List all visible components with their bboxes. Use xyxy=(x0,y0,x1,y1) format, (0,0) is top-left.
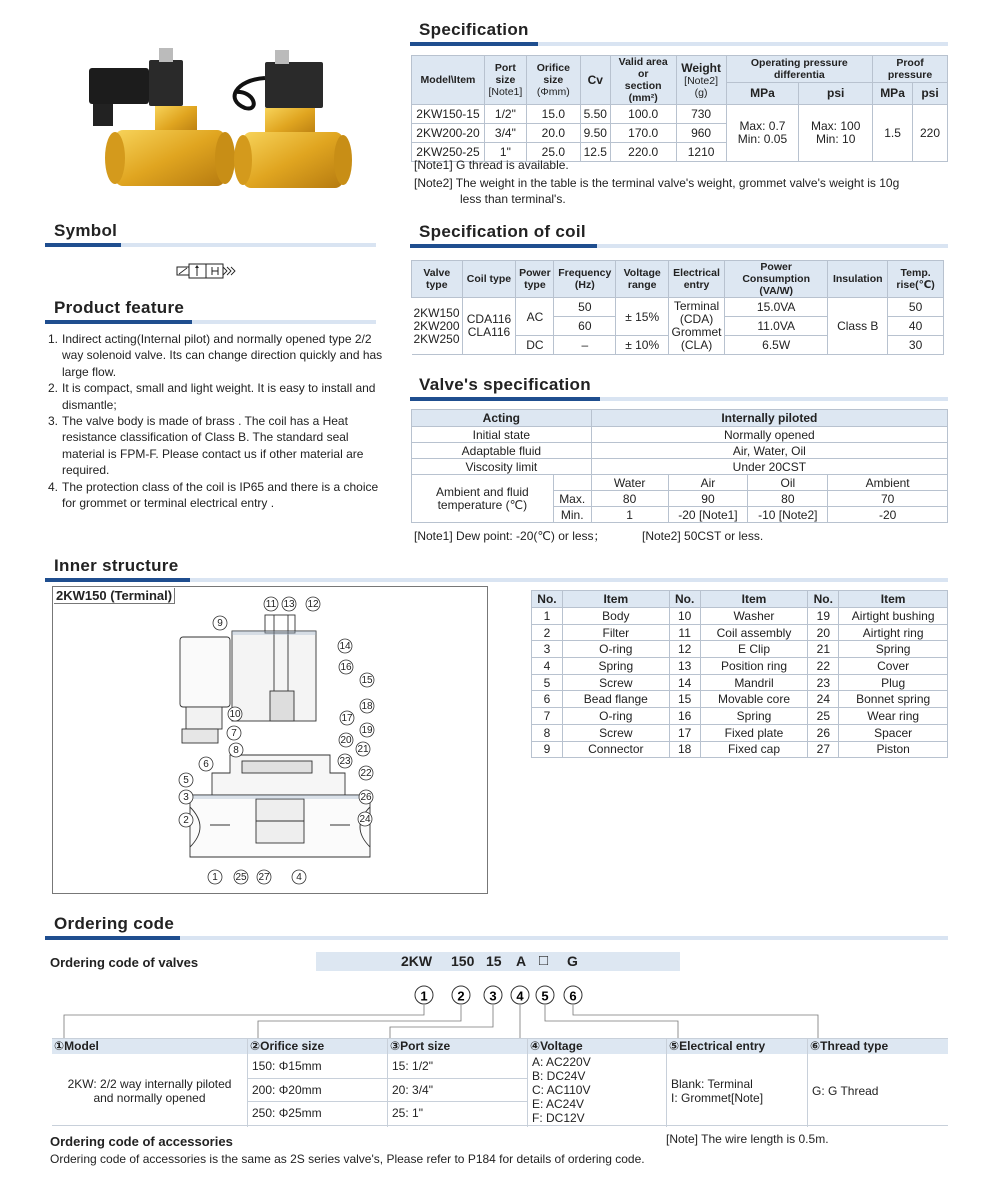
feature-item: 2. It is compact, small and light weight. It is easy to install and dismantle; xyxy=(48,381,376,412)
valve-temp-label-2: temperature (℃) xyxy=(437,497,528,512)
valve-min: -10 [Note2] xyxy=(748,507,828,523)
parts-no: 22 xyxy=(808,658,839,675)
valve-row-label: Viscosity limit xyxy=(412,459,592,475)
parts-no: 9 xyxy=(532,741,563,758)
spec-title: Specification xyxy=(419,20,529,39)
parts-no: 13 xyxy=(669,658,700,675)
callout-label: 18 xyxy=(361,701,373,712)
parts-item: Bead flange xyxy=(562,691,669,708)
valve-min: 1 xyxy=(591,507,668,523)
callout-label: 3 xyxy=(183,792,189,803)
parts-item: Airtight ring xyxy=(839,624,948,641)
valve-note-1: [Note1] Dew point: -20(℃) or less； xyxy=(414,529,606,543)
coil-header-freq-2: (Hz) xyxy=(574,279,595,291)
spec-cell: 2KW150-15 xyxy=(412,105,485,124)
parts-item: Fixed plate xyxy=(700,724,808,741)
ordering-num-label: 3 xyxy=(489,988,497,1004)
ordering-valves-label: Ordering code of valves xyxy=(50,955,199,970)
coil-entry: (CDA) xyxy=(679,312,714,326)
callout-label: 12 xyxy=(307,599,319,610)
spec-cell: 170.0 xyxy=(610,124,676,143)
valve-spec-table xyxy=(411,409,948,523)
ord-orifice: 250: Φ25mm xyxy=(252,1106,322,1120)
parts-item: O-ring xyxy=(562,641,669,658)
coil-header-volt: Voltage xyxy=(623,267,661,279)
callout-label: 9 xyxy=(217,618,223,629)
coil-temp: 30 xyxy=(888,336,944,355)
ordering-code-2: 150 xyxy=(451,953,475,969)
coil-power: 11.0VA xyxy=(725,317,828,336)
ordering-code-5: □ xyxy=(539,952,549,969)
coil-header-valve-2: type xyxy=(425,279,448,291)
coil-valve-type: 2KW150 xyxy=(413,305,460,320)
callout-label: 10 xyxy=(229,709,241,720)
spec-cell: 5.50 xyxy=(580,105,610,124)
coil-valve-type: 2KW200 xyxy=(413,318,460,333)
ord-voltage: C: AC110V xyxy=(532,1083,591,1097)
inner-callouts xyxy=(170,595,390,891)
parts-no: 24 xyxy=(808,691,839,708)
callout-label: 19 xyxy=(361,725,373,736)
spec-header-op-psi: psi xyxy=(799,82,873,104)
callout-label: 6 xyxy=(203,759,209,770)
parts-no: 1 xyxy=(532,608,563,625)
spec-cell: 9.50 xyxy=(580,124,610,143)
valve-row-label: Adaptable fluid xyxy=(412,443,592,459)
ord-entry: I: Grommet[Note] xyxy=(671,1091,764,1105)
parts-header: Item xyxy=(562,591,669,608)
parts-item: Screw xyxy=(562,724,669,741)
spec-op-psi-max: Max: 100 xyxy=(811,119,861,133)
callout-label: 4 xyxy=(296,872,302,883)
valve-min-label: Min. xyxy=(553,507,591,523)
spec-header-area-unit: section (mm²) xyxy=(624,80,662,104)
coil-header-valve: Valve xyxy=(423,267,451,279)
valve-col-header: Oil xyxy=(748,475,828,491)
parts-item: Plug xyxy=(839,674,948,691)
callout-label: 1 xyxy=(212,872,218,883)
spec-cell: 20.0 xyxy=(526,124,580,143)
valve-row-value: Normally opened xyxy=(591,427,947,443)
accessories-title: Ordering code of accessories xyxy=(50,1134,233,1149)
ord-model-2: and normally opened xyxy=(93,1091,206,1105)
valve-col-header: Ambient xyxy=(828,475,948,491)
parts-no: 5 xyxy=(532,674,563,691)
feature-list xyxy=(48,331,388,511)
spec-cell: 220.0 xyxy=(610,143,676,162)
coil-freq: 60 xyxy=(554,317,616,336)
coil-header-power-2: type xyxy=(524,279,546,291)
coil-header-entry-2: entry xyxy=(683,279,710,291)
ordering-code-4: A xyxy=(516,953,527,969)
valve-col-header: Air xyxy=(668,475,748,491)
spec-note-1: [Note1] G thread is available. xyxy=(414,158,569,172)
coil-valve-type: 2KW250 xyxy=(413,331,460,346)
coil-title-underline xyxy=(410,244,948,248)
symbol-title-underline xyxy=(45,243,376,247)
coil-header-power: Power xyxy=(519,267,551,279)
spec-cell: 2KW200-20 xyxy=(412,124,485,143)
callout-label: 23 xyxy=(339,756,351,767)
valve-symbol xyxy=(176,262,240,280)
coil-temp: 40 xyxy=(888,317,944,336)
coil-header-freq: Frequency xyxy=(558,267,612,279)
coil-power-ac: AC xyxy=(516,298,554,336)
parts-no: 11 xyxy=(669,624,700,641)
spec-cell: 960 xyxy=(676,124,726,143)
parts-no: 4 xyxy=(532,658,563,675)
symbol-title: Symbol xyxy=(54,221,118,240)
spec-cell: 1210 xyxy=(676,143,726,162)
parts-no: 15 xyxy=(669,691,700,708)
ord-thread: G: G Thread xyxy=(812,1084,879,1098)
parts-item: Screw xyxy=(562,674,669,691)
parts-item: Washer xyxy=(700,608,808,625)
parts-table xyxy=(531,590,948,758)
valve-max: 80 xyxy=(591,491,668,507)
valve-temp-label: Ambient and fluid xyxy=(435,484,529,499)
parts-header: Item xyxy=(839,591,948,608)
spec-header-proof-pressure: Proof pressure xyxy=(873,56,948,83)
parts-item: Bonnet spring xyxy=(839,691,948,708)
parts-no: 7 xyxy=(532,708,563,725)
parts-item: Movable core xyxy=(700,691,808,708)
feature-title: Product feature xyxy=(54,298,185,317)
spec-cell: 100.0 xyxy=(610,105,676,124)
parts-no: 23 xyxy=(808,674,839,691)
coil-entry: Terminal xyxy=(673,299,720,313)
coil-title: Specification of coil xyxy=(419,222,586,241)
valve-row-value: Under 20CST xyxy=(591,459,947,475)
spec-header-op-mpa: MPa xyxy=(726,82,799,104)
parts-item: Spring xyxy=(839,641,948,658)
accessories-text: Ordering code of accessories is the same as 2S series valve's, Please refer to P184 for details of ordering code. xyxy=(50,1152,645,1166)
spec-cell: 1" xyxy=(484,143,526,162)
parts-no: 12 xyxy=(669,641,700,658)
coil-insulation: Class B xyxy=(828,298,888,355)
spec-header-port-note: [Note1] xyxy=(488,86,523,98)
spec-cell: 15.0 xyxy=(526,105,580,124)
coil-entry: (CLA) xyxy=(680,338,713,352)
spec-header-op-pressure: Operating pressure differentia xyxy=(726,56,872,83)
feature-item: 4. The protection class of the coil is IP65 and there is a choice for grommet or terminal electrical entry . xyxy=(48,479,379,511)
ord-h-voltage: ④Voltage xyxy=(530,1039,583,1053)
ordering-num-label: 6 xyxy=(569,988,577,1004)
valve-acting-value: Internally piloted xyxy=(591,410,947,427)
feature-title-underline xyxy=(45,320,376,324)
parts-no: 19 xyxy=(808,608,839,625)
spec-header-orifice-unit: (Φmm) xyxy=(536,86,570,98)
coil-freq: 50 xyxy=(554,298,616,317)
valve-note-2: [Note2] 50CST or less. xyxy=(642,529,764,543)
parts-item: Spring xyxy=(562,658,669,675)
parts-no: 6 xyxy=(532,691,563,708)
parts-no: 18 xyxy=(669,741,700,758)
parts-item: Airtight bushing xyxy=(839,608,948,625)
coil-power: 15.0VA xyxy=(725,298,828,317)
parts-item: Spacer xyxy=(839,724,948,741)
valve-min: -20 xyxy=(828,507,948,523)
coil-header-consumption: Power Consumption xyxy=(742,261,810,285)
spec-op-mpa-max: Max: 0.7 xyxy=(739,119,786,133)
feature-item: 1. Indirect acting(Internal pilot) and normally opened type 2/2 way solenoid valve. Its can change direction quickly and has large flow. xyxy=(48,332,383,379)
parts-item: Position ring xyxy=(700,658,808,675)
callout-label: 5 xyxy=(183,775,189,786)
callout-label: 14 xyxy=(339,641,351,652)
parts-item: Mandril xyxy=(700,674,808,691)
parts-no: 25 xyxy=(808,708,839,725)
spec-note-2: [Note2] The weight in the table is the terminal valve's weight, grommet valve's weight is 10g xyxy=(414,176,900,190)
parts-item: Filter xyxy=(562,624,669,641)
coil-volt-dc: ± 10% xyxy=(616,336,669,355)
ord-h-port: ③Port size xyxy=(390,1039,451,1053)
coil-power-dc: DC xyxy=(516,336,554,355)
ordering-title-underline xyxy=(45,936,948,940)
ordering-code-3: 15 xyxy=(486,953,502,969)
ord-h-model: ①Model xyxy=(54,1039,99,1053)
ordering-table xyxy=(52,1038,948,1126)
ord-model-1: 2KW: 2/2 way internally piloted xyxy=(67,1077,232,1091)
parts-item: Coil assembly xyxy=(700,624,808,641)
spec-op-psi-min: Min: 10 xyxy=(816,132,856,146)
spec-cell: 25.0 xyxy=(526,143,580,162)
ord-voltage: F: DC12V xyxy=(532,1111,585,1125)
ordering-num-label: 4 xyxy=(516,988,524,1004)
parts-no: 2 xyxy=(532,624,563,641)
spec-header-weight: Weight xyxy=(681,60,721,75)
spec-header-proof-mpa: MPa xyxy=(873,82,913,104)
parts-no: 17 xyxy=(669,724,700,741)
parts-no: 20 xyxy=(808,624,839,641)
valve-max-label: Max. xyxy=(553,491,591,507)
parts-item: Piston xyxy=(839,741,948,758)
coil-header-coiltype: Coil type xyxy=(462,261,516,298)
parts-header: No. xyxy=(669,591,700,608)
parts-no: 14 xyxy=(669,674,700,691)
callout-label: 8 xyxy=(233,745,239,756)
inner-title: Inner structure xyxy=(54,556,179,575)
callout-label: 11 xyxy=(265,599,277,610)
ord-voltage: B: DC24V xyxy=(532,1069,586,1083)
spec-header-area: Valid area or xyxy=(618,56,668,80)
callout-label: 16 xyxy=(340,662,352,673)
parts-no: 27 xyxy=(808,741,839,758)
spec-note-2-cont: less than terminal's. xyxy=(460,192,566,206)
coil-header-entry: Electrical xyxy=(673,267,720,279)
spec-op-mpa-min: Min: 0.05 xyxy=(737,132,788,146)
ord-port: 15: 1/2" xyxy=(392,1059,433,1073)
ord-orifice: 150: Φ15mm xyxy=(252,1059,322,1073)
coil-type: CDA116 xyxy=(466,312,512,326)
parts-no: 26 xyxy=(808,724,839,741)
valve-acting-label: Acting xyxy=(412,410,592,427)
parts-header: No. xyxy=(808,591,839,608)
parts-no: 3 xyxy=(532,641,563,658)
coil-header-insulation: Insulation xyxy=(828,261,888,298)
spec-header-port: Port size xyxy=(494,62,516,86)
ordering-title: Ordering code xyxy=(54,914,175,933)
callout-label: 15 xyxy=(361,675,373,686)
coil-entry: Grommet xyxy=(671,325,722,339)
valve-row-label: Initial state xyxy=(412,427,592,443)
callout-label: 20 xyxy=(340,735,352,746)
callout-label: 17 xyxy=(341,713,353,724)
spec-title-underline xyxy=(410,42,948,46)
ordering-num-label: 2 xyxy=(457,988,465,1004)
valve-max: 80 xyxy=(748,491,828,507)
parts-no: 10 xyxy=(669,608,700,625)
valve-col-header: Water xyxy=(591,475,668,491)
ordering-num-label: 5 xyxy=(541,988,549,1004)
parts-no: 21 xyxy=(808,641,839,658)
inner-title-underline xyxy=(45,578,948,582)
spec-cell: 2KW250-25 xyxy=(412,143,485,162)
spec-cell: 3/4" xyxy=(484,124,526,143)
spec-cell: 12.5 xyxy=(580,143,610,162)
valve-row-value: Air, Water, Oil xyxy=(591,443,947,459)
parts-item: Cover xyxy=(839,658,948,675)
ord-port: 20: 3/4" xyxy=(392,1083,433,1097)
parts-item: E Clip xyxy=(700,641,808,658)
valve-min: -20 [Note1] xyxy=(668,507,748,523)
callout-label: 27 xyxy=(258,872,270,883)
ord-port: 25: 1" xyxy=(392,1106,423,1120)
coil-header-volt-2: range xyxy=(627,279,657,291)
coil-header-temp-2: rise(℃) xyxy=(896,279,935,291)
spec-header-proof-psi: psi xyxy=(913,82,948,104)
parts-item: Spring xyxy=(700,708,808,725)
parts-item: Fixed cap xyxy=(700,741,808,758)
ord-voltage-list xyxy=(532,1055,591,1125)
parts-header: No. xyxy=(532,591,563,608)
callout-label: 2 xyxy=(183,815,189,826)
callout-label: 25 xyxy=(235,872,247,883)
spec-header-cv: Cv xyxy=(580,56,610,105)
valve-max: 90 xyxy=(668,491,748,507)
ordering-code-6: G xyxy=(567,953,578,969)
valve-spec-title-underline xyxy=(410,397,948,401)
inner-subtitle: 2KW150 (Terminal) xyxy=(54,588,175,604)
parts-item: Body xyxy=(562,608,669,625)
coil-header-consumption-2: (VA/W) xyxy=(759,285,793,297)
parts-item: Connector xyxy=(562,741,669,758)
ordering-num-label: 1 xyxy=(420,988,428,1004)
ord-entry: Blank: Terminal xyxy=(671,1077,753,1091)
coil-power: 6.5W xyxy=(725,336,828,355)
parts-no: 16 xyxy=(669,708,700,725)
parts-item: Wear ring xyxy=(839,708,948,725)
spec-proof-psi: 220 xyxy=(913,105,948,162)
callout-label: 21 xyxy=(357,744,369,755)
coil-temp: 50 xyxy=(888,298,944,317)
spec-cell: 730 xyxy=(676,105,726,124)
coil-table xyxy=(411,260,944,355)
ordering-note: [Note] The wire length is 0.5m. xyxy=(666,1132,829,1146)
feature-item: 3. The valve body is made of brass . The coil has a Heat resistance classification of Class B. The standard seal material is FPM-F. Please contact us if other material are required. xyxy=(48,414,364,478)
callout-label: 24 xyxy=(359,814,371,825)
spec-header-orifice: Orifice size xyxy=(536,62,570,86)
parts-no: 8 xyxy=(532,724,563,741)
valve-spec-title: Valve's specification xyxy=(419,375,591,394)
callout-label: 13 xyxy=(283,599,295,610)
spec-table xyxy=(411,55,948,162)
ord-h-thread: ⑥Thread type xyxy=(810,1039,889,1053)
ordering-connectors xyxy=(0,975,1000,1040)
callout-label: 22 xyxy=(360,768,372,779)
spec-header-model: Model\Item xyxy=(412,56,485,105)
coil-type: CLA116 xyxy=(467,325,511,339)
coil-freq: – xyxy=(554,336,616,355)
callout-label: 7 xyxy=(231,728,237,739)
ord-orifice: 200: Φ20mm xyxy=(252,1083,322,1097)
spec-cell: 1/2" xyxy=(484,105,526,124)
callout-label: 26 xyxy=(360,792,372,803)
parts-header: Item xyxy=(700,591,808,608)
ord-voltage: E: AC24V xyxy=(532,1097,585,1111)
ord-voltage: A: AC220V xyxy=(532,1055,591,1069)
spec-proof-mpa: 1.5 xyxy=(873,105,913,162)
ord-h-orifice: ②Orifice size xyxy=(250,1039,325,1053)
coil-header-temp: Temp. xyxy=(900,267,931,279)
coil-volt-ac: ± 15% xyxy=(616,298,669,336)
ordering-code-1: 2KW xyxy=(401,953,433,969)
spec-header-weight-note: [Note2](g) xyxy=(684,74,719,99)
ord-h-entry: ⑤Electrical entry xyxy=(669,1039,766,1053)
product-photo xyxy=(85,40,355,200)
parts-item: O-ring xyxy=(562,708,669,725)
valve-max: 70 xyxy=(828,491,948,507)
